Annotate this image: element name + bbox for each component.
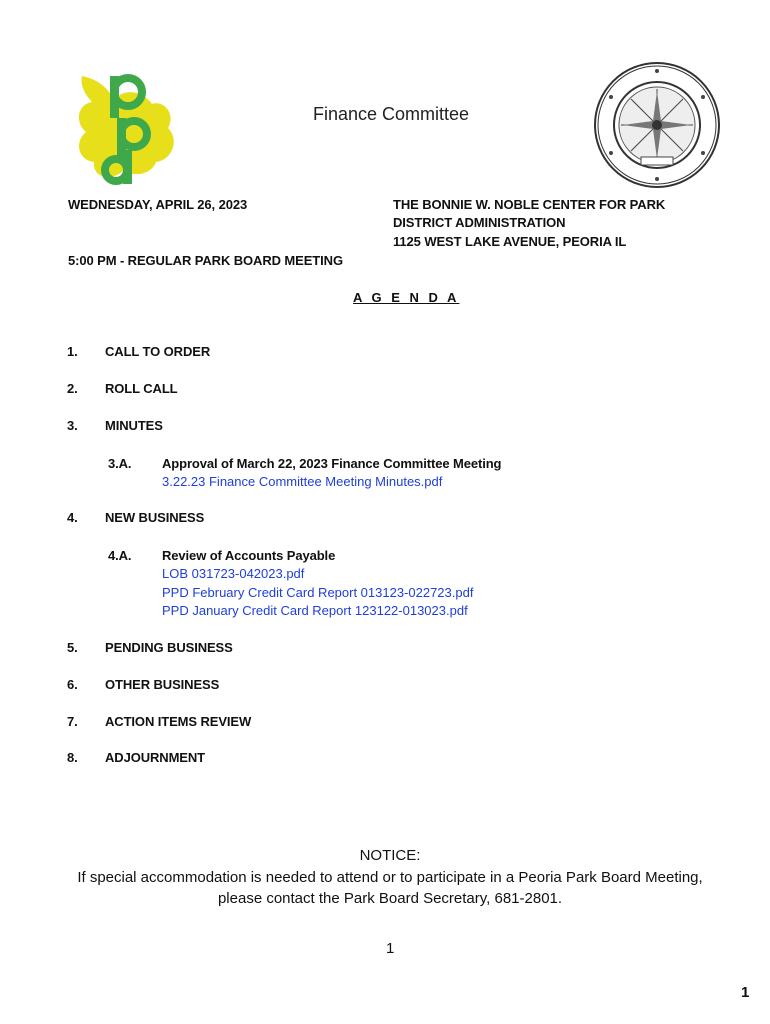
agenda-item-number: 6. xyxy=(67,677,78,692)
park-district-logo xyxy=(72,70,182,188)
january-credit-card-pdf-link[interactable]: PPD January Credit Card Report 123122-013023.pdf xyxy=(162,603,468,618)
agenda-item-action-items-review: ACTION ITEMS REVIEW xyxy=(105,714,252,729)
page-number: 1 xyxy=(386,940,395,957)
location-line-1: THE BONNIE W. NOBLE CENTER FOR PARK xyxy=(393,197,666,212)
notice-line-2: please contact the Park Board Secretary, 681-2801. xyxy=(217,890,563,907)
agenda-item-number: 3. xyxy=(67,418,78,433)
sub-item-approval-minutes: Approval of March 22, 2023 Finance Committee Meeting xyxy=(162,456,502,471)
gold-medal-seal xyxy=(593,61,721,189)
agenda-item-number: 8. xyxy=(67,750,78,765)
sub-item-number: 4.A. xyxy=(108,548,132,563)
agenda-item-number: 2. xyxy=(67,381,78,396)
lob-pdf-link[interactable]: LOB 031723-042023.pdf xyxy=(162,566,305,581)
agenda-item-number: 5. xyxy=(67,640,78,655)
location-line-2: DISTRICT ADMINISTRATION xyxy=(393,215,566,230)
sub-item-accounts-payable: Review of Accounts Payable xyxy=(162,548,336,563)
agenda-item-new-business: NEW BUSINESS xyxy=(105,510,205,525)
agenda-item-pending-business: PENDING BUSINESS xyxy=(105,640,233,655)
page-title: Finance Committee xyxy=(313,104,470,124)
sub-item-number: 3.A. xyxy=(108,456,132,471)
corner-page-number: 1 xyxy=(741,984,750,1001)
agenda-item-adjournment: ADJOURNMENT xyxy=(105,750,206,765)
agenda-item-number: 7. xyxy=(67,714,78,729)
agenda-item-number: 4. xyxy=(67,510,78,525)
agenda-item-roll-call: ROLL CALL xyxy=(105,381,178,396)
notice-heading: NOTICE: xyxy=(359,847,421,864)
agenda-item-other-business: OTHER BUSINESS xyxy=(105,677,220,692)
location-line-3: 1125 WEST LAKE AVENUE, PEORIA IL xyxy=(393,234,627,249)
agenda-item-call-to-order: CALL TO ORDER xyxy=(105,344,211,359)
meeting-date: WEDNESDAY, APRIL 26, 2023 xyxy=(68,197,248,212)
minutes-pdf-link[interactable]: 3.22.23 Finance Committee Meeting Minutes.pdf xyxy=(162,474,443,489)
meeting-time: 5:00 PM - REGULAR PARK BOARD MEETING xyxy=(68,253,343,268)
agenda-heading: A G E N D A xyxy=(353,290,460,305)
notice-line-1: If special accommodation is needed to attend or to participate in a Peoria Park Board Meeting, xyxy=(77,869,703,886)
agenda-item-minutes: MINUTES xyxy=(105,418,163,433)
february-credit-card-pdf-link[interactable]: PPD February Credit Card Report 013123-022723.pdf xyxy=(162,585,474,600)
agenda-item-number: 1. xyxy=(67,344,78,359)
